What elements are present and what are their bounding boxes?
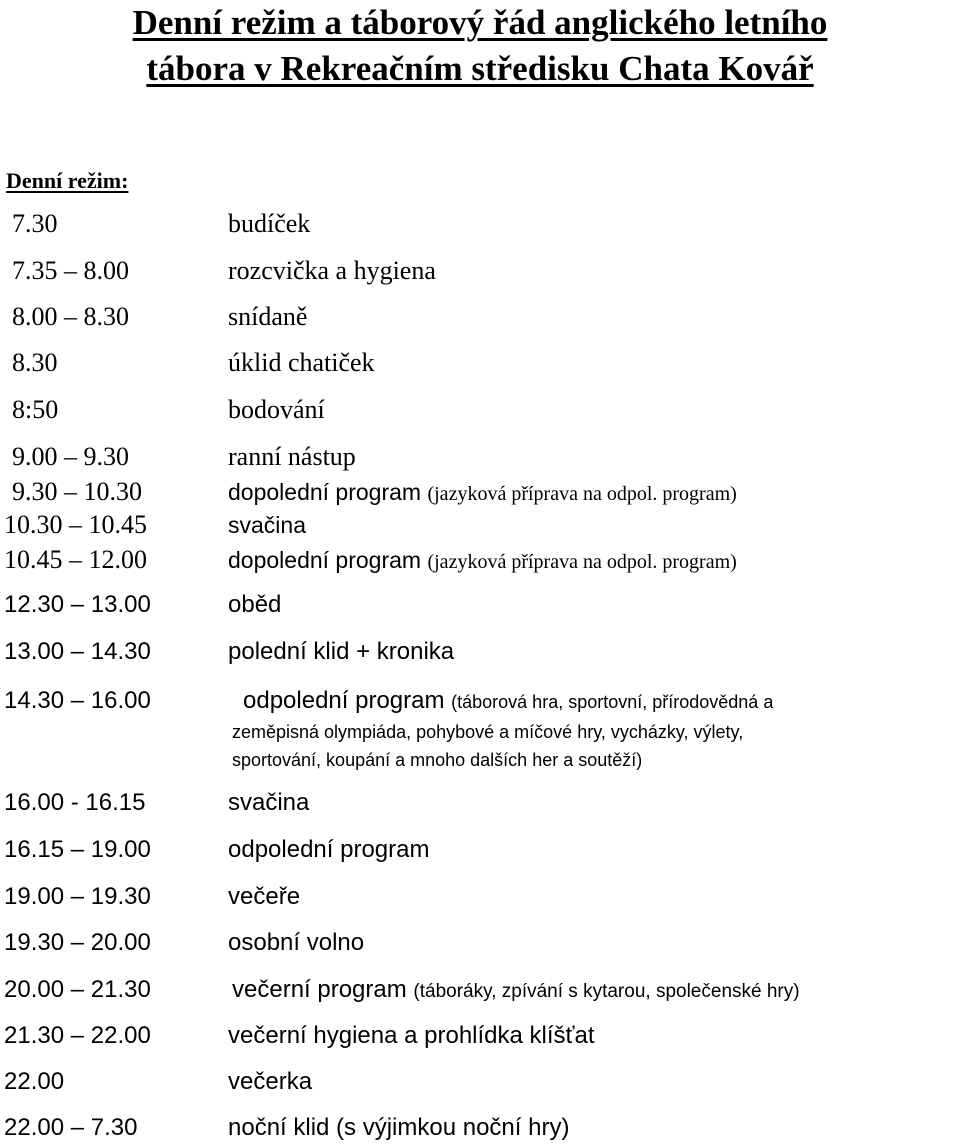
schedule-time: 8.00 – 8.30 (12, 302, 129, 331)
schedule-activity: dopolední program (jazyková příprava na odpol. program) (228, 479, 737, 505)
schedule-time: 8.30 (12, 348, 58, 377)
schedule-time: 9.00 – 9.30 (12, 442, 129, 471)
schedule-time: 7.30 (12, 209, 58, 238)
schedule-activity: odpolední program (táborová hra, sportovní, přírodovědná a (243, 687, 774, 714)
schedule-activity: ranní nástup (228, 442, 356, 471)
section-heading: Denní režim: (6, 168, 129, 193)
schedule-time: 21.30 – 22.00 (4, 1022, 151, 1049)
schedule-activity: odpolední program (228, 836, 430, 863)
schedule-time: 10.30 – 10.45 (4, 510, 147, 539)
schedule-time: 13.00 – 14.30 (4, 638, 151, 665)
schedule-activity: svačina (228, 512, 306, 538)
schedule-time: 12.30 – 13.00 (4, 591, 151, 618)
schedule-time: 16.15 – 19.00 (4, 836, 151, 863)
schedule-note: (táborová hra, sportovní, přírodovědná a (451, 692, 774, 712)
schedule-time: 14.30 – 16.00 (4, 687, 151, 714)
document-title (0, 0, 960, 92)
schedule-time: 19.30 – 20.00 (4, 929, 151, 956)
schedule-activity: polední klid + kronika (228, 638, 455, 665)
schedule-note: (jazyková příprava na odpol. program) (427, 483, 737, 505)
schedule-activity: oběd (228, 591, 282, 618)
schedule-activity: noční klid (s výjimkou noční hry) (228, 1114, 570, 1141)
schedule-activity: úklid chatiček (228, 348, 375, 377)
schedule-note-continuation: zeměpisná olympiáda, pohybové a míčové hry, vycházky, výlety, (232, 722, 744, 742)
schedule-time: 9.30 – 10.30 (12, 477, 142, 506)
schedule-activity: večerní program (táboráky, zpívání s kytarou, společenské hry) (232, 976, 800, 1003)
schedule-time: 10.45 – 12.00 (4, 545, 147, 574)
schedule-activity: bodování (228, 395, 325, 424)
schedule-note: (táboráky, zpívání s kytarou, společenské hry) (413, 981, 800, 1002)
title-line-1: Denní režim a táborový řád anglického letního (132, 3, 828, 42)
schedule-time: 22.00 (4, 1068, 65, 1095)
schedule-note-continuation: sportování, koupání a mnoho dalších her a soutěží) (232, 750, 643, 770)
schedule-time: 19.00 – 19.30 (4, 883, 151, 910)
schedule-note: (jazyková příprava na odpol. program) (427, 551, 737, 573)
title-line-2: tábora v Rekreačním středisku Chata Kovář (146, 49, 814, 88)
schedule-time: 7.35 – 8.00 (12, 256, 129, 285)
schedule-time: 20.00 – 21.30 (4, 976, 151, 1003)
schedule-activity: rozcvička a hygiena (228, 256, 436, 285)
schedule-time: 16.00 - 16.15 (4, 789, 146, 816)
schedule-activity: večerka (228, 1068, 313, 1095)
schedule-activity: dopolední program (jazyková příprava na odpol. program) (228, 547, 737, 573)
schedule-time: 8:50 (12, 395, 59, 424)
schedule-activity: večerní hygiena a prohlídka klíšťat (228, 1022, 595, 1049)
schedule-activity: snídaně (228, 302, 308, 331)
schedule-time: 22.00 – 7.30 (4, 1114, 138, 1141)
schedule-activity: večeře (228, 883, 301, 910)
schedule-activity: budíček (228, 209, 311, 238)
schedule-activity: osobní volno (228, 929, 365, 956)
schedule-activity: svačina (228, 789, 310, 816)
